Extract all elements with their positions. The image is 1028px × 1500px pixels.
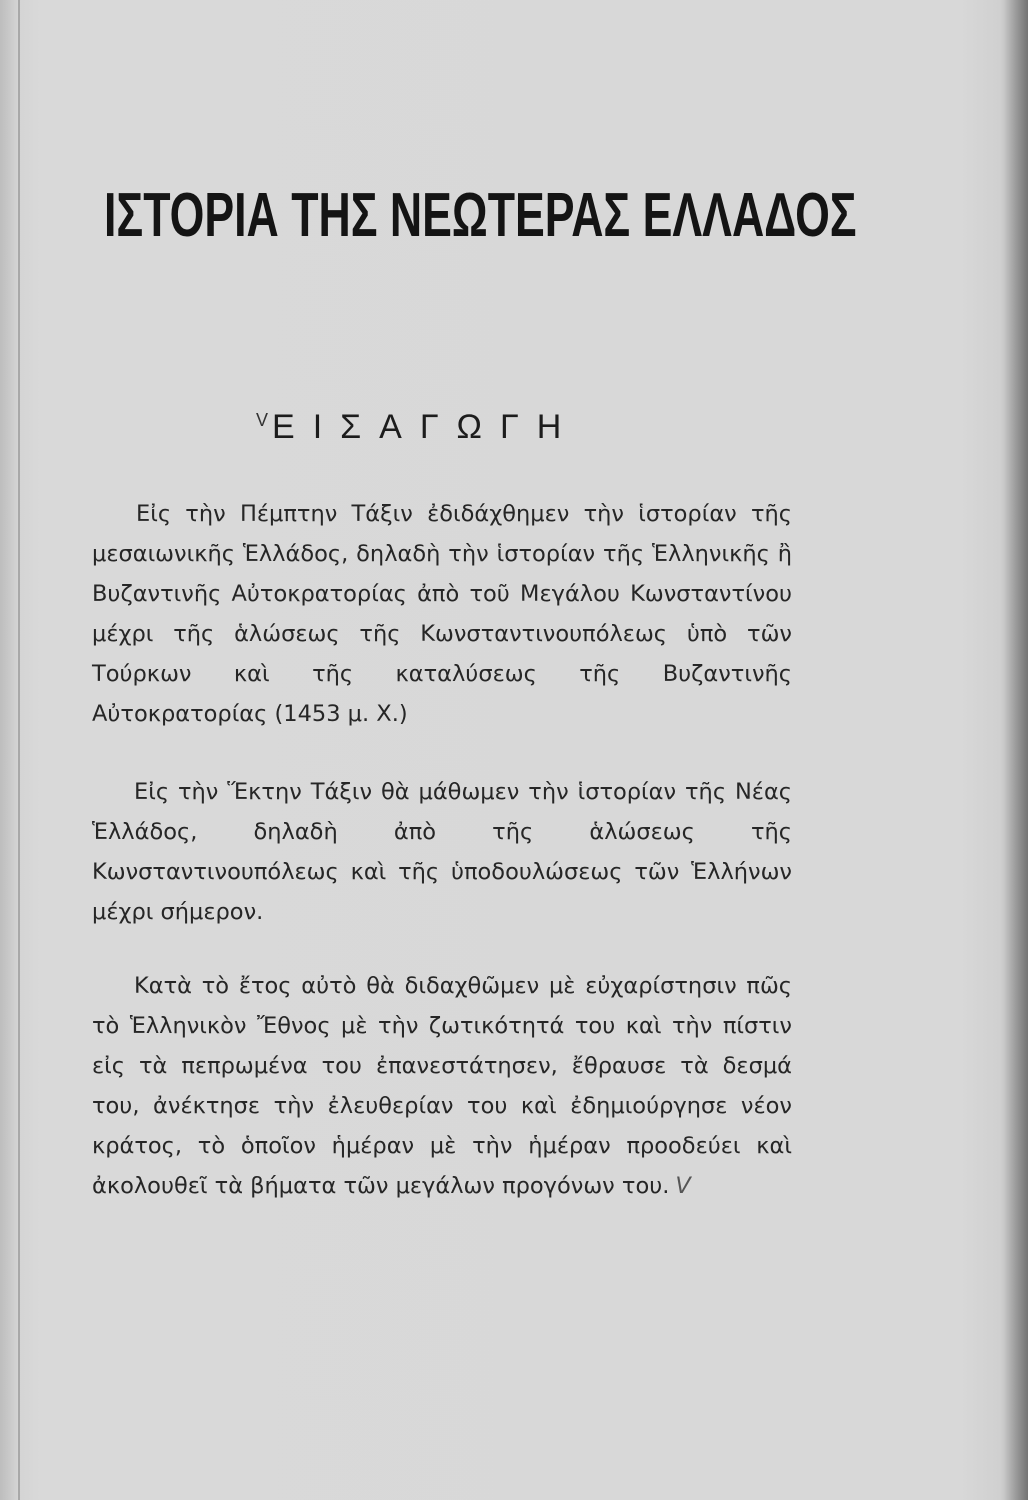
page-fold-line (18, 0, 20, 1500)
intro-paragraph-3 (92, 966, 792, 1206)
intro-paragraph-2: Εἰς τὴν Ἕκτην Τάξιν θὰ μάθωμεν τὴν ἱστορίαν τῆς Νέας Ἑλλάδος, δηλαδὴ ἀπὸ τῆς ἁλώσεως τῆς Κωνσταντινουπόλεως καὶ τῆς ὑποδουλώσεως τῶν Ἑλλήνων μέχρι σήμερον. (92, 779, 792, 925)
intro-paragraph-3-text: Κατὰ τὸ ἔτος αὐτὸ θὰ διδαχθῶμεν μὲ εὐχαρίστησιν πῶς τὸ Ἑλληνικὸν Ἔθνος μὲ τὴν ζωτικότητά του καὶ τὴν πίστιν εἰς τὰ πεπρωμένα του ἐπανεστάτησεν, ἔθραυσε τὰ δεσμά του, ἀνέκτησε τὴν ἐλευθερίαν του καὶ ἐδημιούργησε νέον κράτος, τὸ ὁποῖον ἡμέραν μὲ τὴν ἡμέραν προοδεύει καὶ ἀκολουθεῖ τὰ βήματα τῶν μεγάλων προγόνων του. (92, 973, 792, 1199)
end-check-mark: V (675, 1173, 691, 1199)
page-edge-shadow (1004, 0, 1028, 1500)
section-heading-text: ΕΙΣΑΓΩΓΗ (272, 408, 580, 446)
intro-paragraph-1: Εἰς τὴν Πέμπτην Τάξιν ἐδιδάχθημεν τὴν ἱστορίαν τῆς μεσαιωνικῆς Ἑλλάδος, δηλαδὴ τὴν ἱστορίαν τῆς Ἑλληνικῆς ἢ Βυζαντινῆς Αὐτοκρατορίας ἀπὸ τοῦ Μεγάλου Κωνσταντίνου μέχρι τῆς ἁλώσεως τῆς Κωνσταντινουπόλεως ὑπὸ τῶν Τούρκων καὶ τῆς καταλύσεως τῆς Βυζαντινῆς Αὐτοκρατορίας (1453 μ. Χ.) (92, 501, 792, 727)
book-title: ΙΣΤΟΡΙΑ ΤΗΣ ΝΕΩΤΕΡΑΣ ΕΛΛΑΔΟΣ (104, 181, 857, 250)
section-heading (256, 408, 579, 447)
heading-check-mark: V (256, 410, 269, 430)
